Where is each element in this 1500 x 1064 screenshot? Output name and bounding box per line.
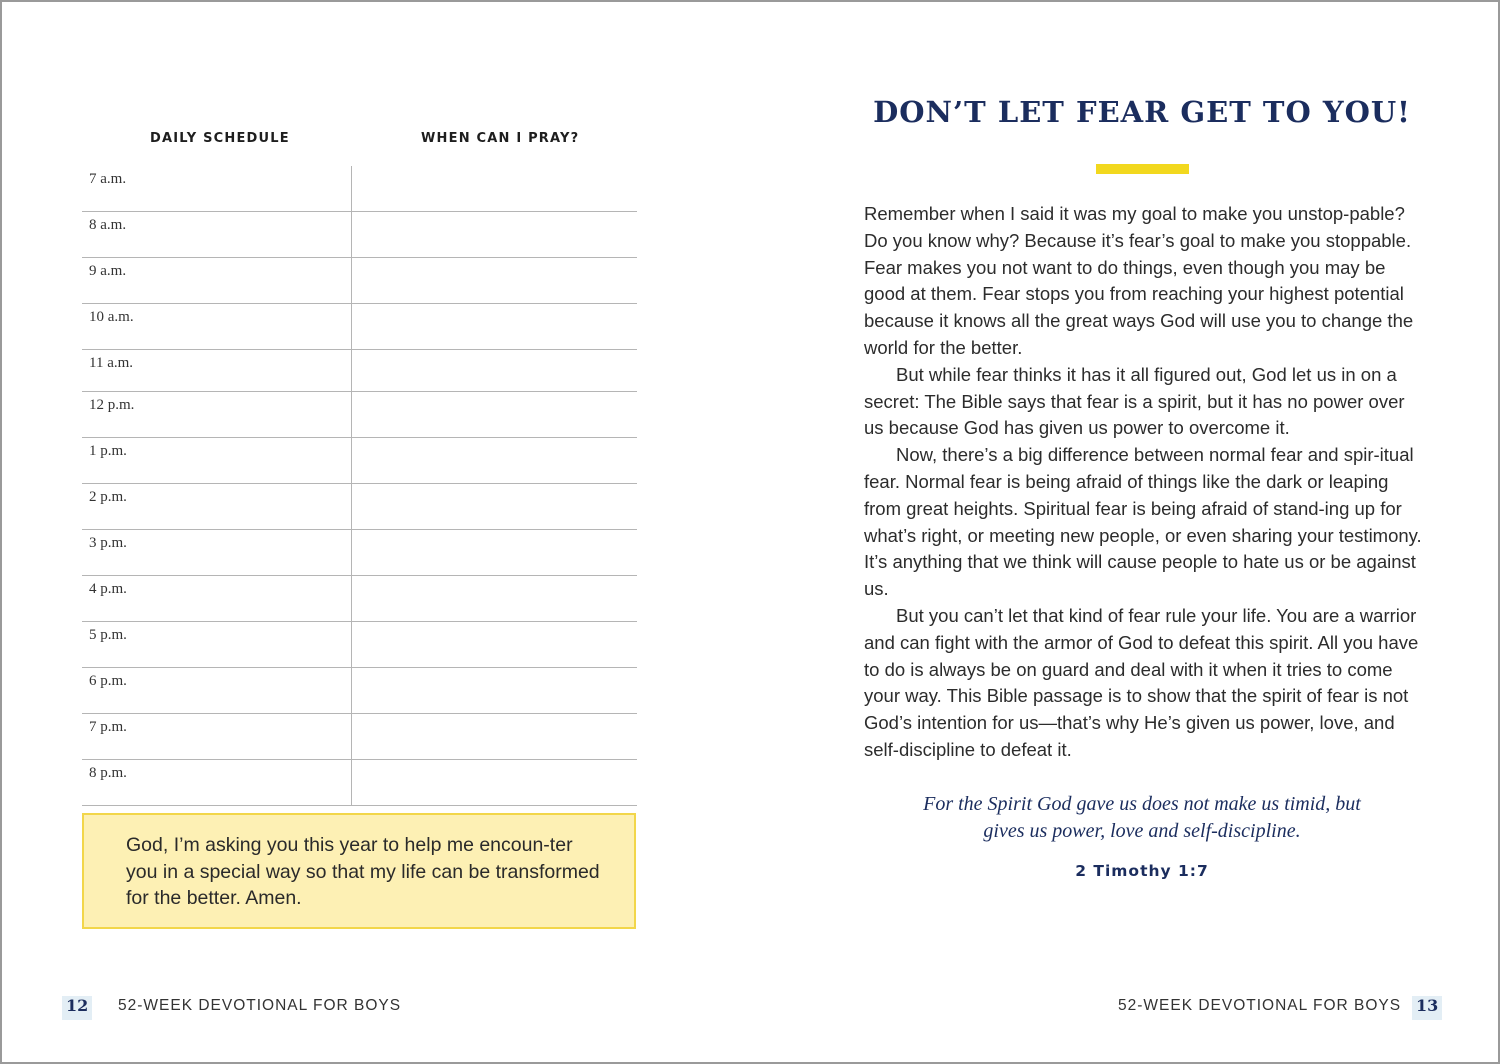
schedule-row (82, 258, 637, 304)
prayer-box (82, 813, 636, 929)
schedule-time-label: 5 p.m. (89, 627, 127, 643)
column-divider (351, 350, 352, 392)
schedule-time-label: 7 p.m. (89, 719, 127, 735)
column-divider (351, 714, 352, 760)
when-can-i-pray-header: WHEN CAN I PRAY? (421, 131, 580, 146)
paragraph-1: Remember when I said it was my goal to make you unstop-pable? Do you know why? Because it’s fear’s goal to make you stoppable. Fear makes you not want to do things, even though you may be good at them. Fear stops you from reaching your highest potential because it knows all the great ways God will use you to change the world for the better. (864, 203, 1414, 358)
schedule-time-label: 11 a.m. (89, 355, 134, 371)
schedule-time-label: 8 a.m. (89, 217, 127, 233)
paragraph-2: But while fear thinks it has it all figured out, God let us in on a secret: The Bible says that fear is a spirit, but it has no power over us because God has given us power to overcome it. (864, 363, 1405, 439)
schedule-row (82, 668, 637, 714)
schedule-time-label: 3 p.m. (89, 535, 127, 551)
schedule-row (82, 212, 637, 258)
bible-verse (864, 791, 1420, 845)
schedule-time-label: 1 p.m. (89, 443, 127, 459)
title-underline-bar (1096, 164, 1189, 174)
prayer-text: God, I’m asking you this year to help me encoun-ter you in a special way so that my life can be transformed for the better. Amen. (126, 834, 600, 909)
verse-reference: 2 Timothy 1:7 (1075, 862, 1209, 880)
schedule-row (82, 714, 637, 760)
schedule-time-label: 4 p.m. (89, 581, 127, 597)
column-divider (351, 166, 352, 212)
column-divider (351, 438, 352, 484)
paragraph-4: But you can’t let that kind of fear rule your life. You are a warrior and can fight with the armor of God to defeat this spirit. All you have to do is always be on guard and deal with it when it tries to come your way. This Bible passage is to show that the spirit of fear is not God’s intention for us—that’s why He’s given us power, love, and self-discipline to defeat it. (864, 604, 1419, 760)
page-number-left: 12 (62, 996, 92, 1020)
daily-schedule-header: DAILY SCHEDULE (150, 131, 290, 146)
schedule-row (82, 438, 637, 484)
schedule-row (82, 392, 637, 438)
column-divider (351, 668, 352, 714)
column-divider (351, 212, 352, 258)
column-divider (351, 258, 352, 304)
schedule-time-label: 9 a.m. (89, 263, 127, 279)
schedule-row (82, 166, 637, 212)
schedule-row (82, 622, 637, 668)
schedule-time-label: 12 p.m. (89, 397, 135, 413)
schedule-row (82, 760, 637, 806)
schedule-time-label: 8 p.m. (89, 765, 127, 781)
running-footer-right: 52-WEEK DEVOTIONAL FOR BOYS (1118, 997, 1402, 1014)
running-footer-left: 52-WEEK DEVOTIONAL FOR BOYS (118, 997, 402, 1014)
devotion-body (864, 201, 1424, 764)
schedule-time-label: 2 p.m. (89, 489, 127, 505)
schedule-row (82, 530, 637, 576)
paragraph-3: Now, there’s a big difference between normal fear and spir-itual fear. Normal fear is being afraid of things like the dark or leaping from great heights. Spiritual fear is being afraid of stand-ing up for what’s right, or meeting new people, or even sharing your testimony. It’s anything that we think will cause people to hate us or be against us. (864, 444, 1422, 600)
column-divider (351, 304, 352, 350)
schedule-time-label: 7 a.m. (89, 171, 127, 187)
schedule-row (82, 484, 637, 530)
devotion-title: DON’T LET FEAR GET TO YOU! (873, 95, 1411, 129)
schedule-row (82, 304, 637, 350)
column-divider (351, 392, 352, 438)
schedule-time-label: 6 p.m. (89, 673, 127, 689)
column-divider (351, 622, 352, 668)
column-divider (351, 576, 352, 622)
column-divider (351, 760, 352, 806)
verse-line-1: For the Spirit God gave us does not make us timid, but (923, 793, 1361, 815)
column-divider (351, 530, 352, 576)
schedule-table (82, 166, 637, 806)
column-divider (351, 484, 352, 530)
page-number-right: 13 (1412, 996, 1442, 1020)
schedule-time-label: 10 a.m. (89, 309, 134, 325)
schedule-row (82, 576, 637, 622)
schedule-row (82, 350, 637, 392)
verse-line-2: gives us power, love and self-discipline. (983, 820, 1301, 842)
